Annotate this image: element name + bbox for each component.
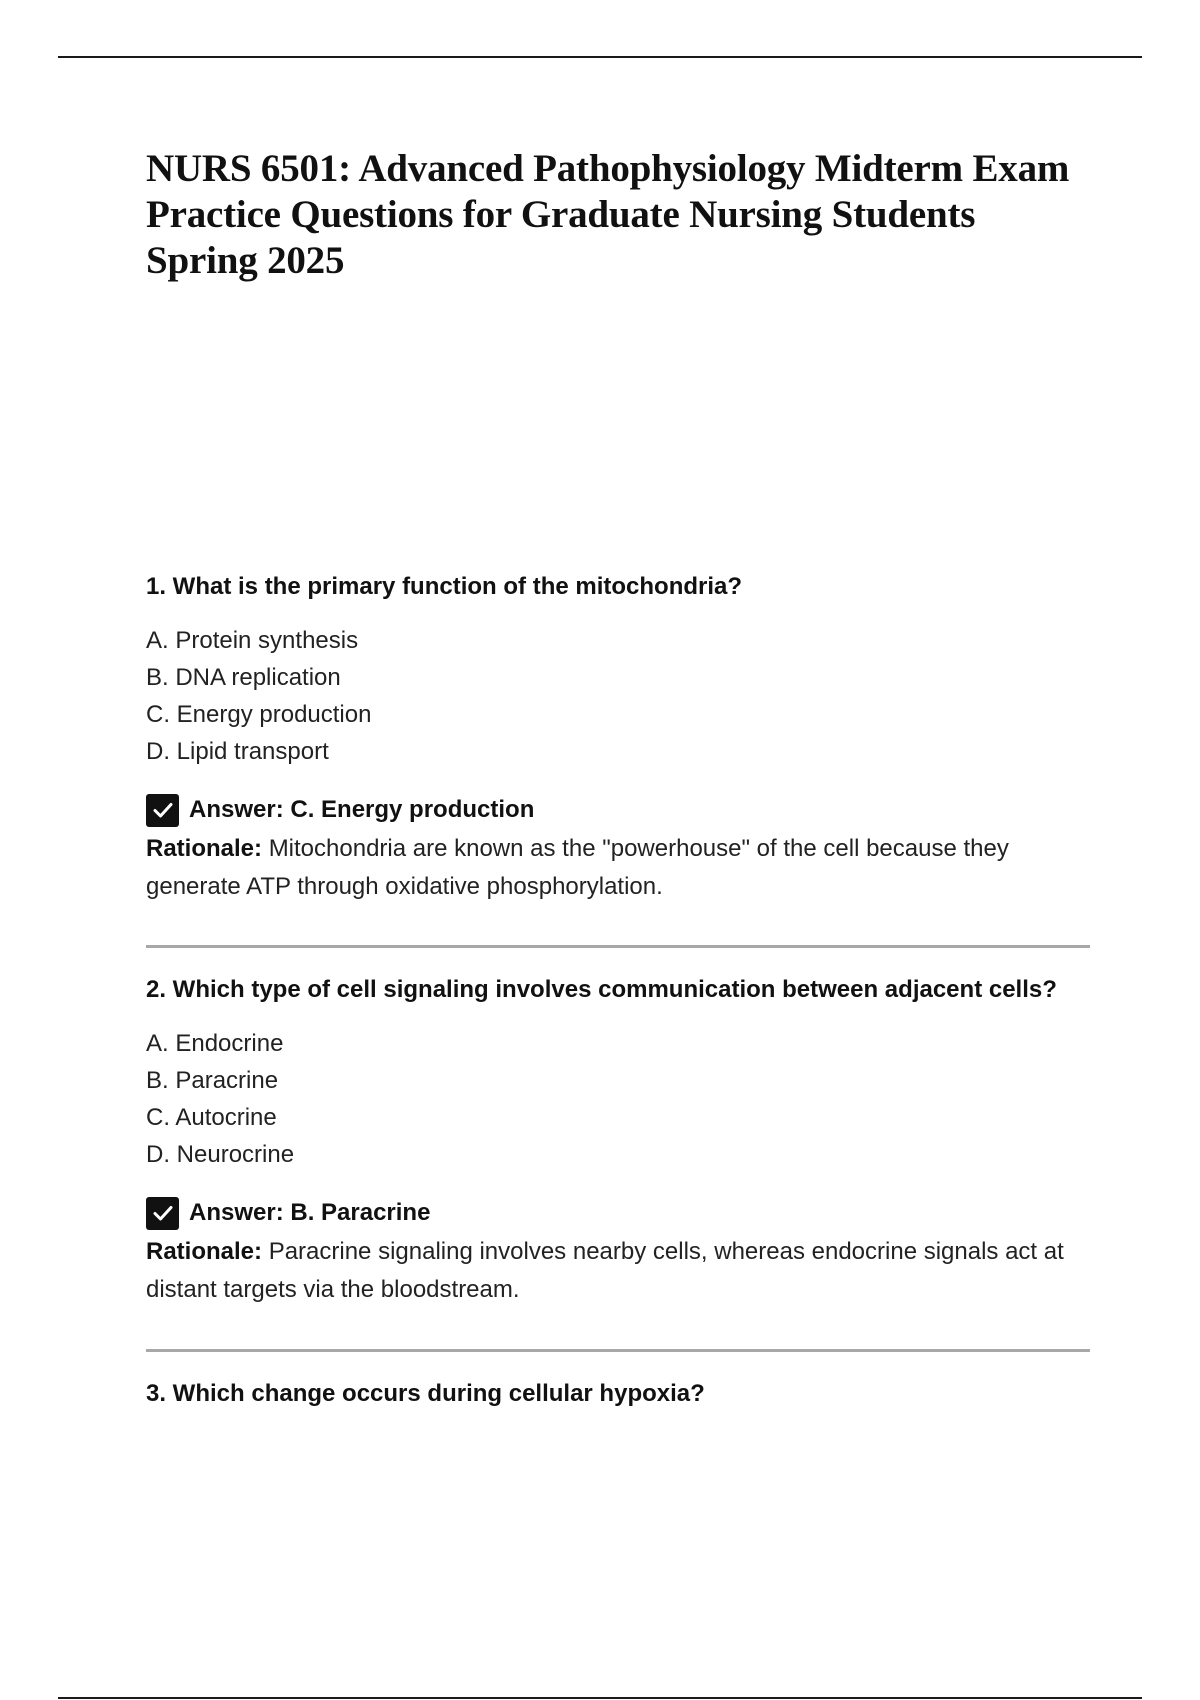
answer-line [146,792,1090,828]
option-a: A. Endocrine [146,1030,284,1057]
question-text: 2. Which type of cell signaling involves communication between adjacent cells? [146,976,1057,1003]
option-d: D. Neurocrine [146,1141,295,1168]
question-1 [146,570,1090,906]
page-top-rule [58,56,1142,58]
option-list [146,622,1090,770]
rationale-label: Rationale: [146,1238,263,1265]
rationale [146,1233,1090,1309]
question-divider [146,945,1090,948]
option-c: C. Autocrine [146,1104,277,1131]
option-c: C. Energy production [146,701,372,728]
rationale-text: Mitochondria are known as the "powerhouse" of the cell because they generate ATP through oxidative phosphorylation. [146,835,1009,900]
rationale-text: Paracrine signaling involves nearby cells, whereas endocrine signals act at distant targets via the bloodstream. [146,1238,1064,1303]
page-bottom-rule [58,1697,1142,1699]
check-box-icon [146,794,179,827]
rationale-label: Rationale: [146,835,263,862]
option-d: D. Lipid transport [146,738,329,765]
question-text: 3. Which change occurs during cellular hypoxia? [146,1380,705,1407]
question-2 [146,973,1090,1309]
option-b: B. Paracrine [146,1067,279,1094]
document-title: NURS 6501: Advanced Pathophysiology Midterm Exam Practice Questions for Graduate Nursing Students Spring 2025 [146,147,1070,282]
question-text: 1. What is the primary function of the mitochondria? [146,573,743,600]
question-divider [146,1349,1090,1352]
answer-text: Answer: C. Energy production [189,796,535,823]
option-list [146,1025,1090,1173]
check-box-icon [146,1197,179,1230]
question-3 [146,1377,1090,1411]
answer-text: Answer: B. Paracrine [189,1199,431,1226]
answer-line [146,1195,1090,1231]
rationale [146,830,1090,906]
option-a: A. Protein synthesis [146,627,359,654]
option-b: B. DNA replication [146,664,341,691]
